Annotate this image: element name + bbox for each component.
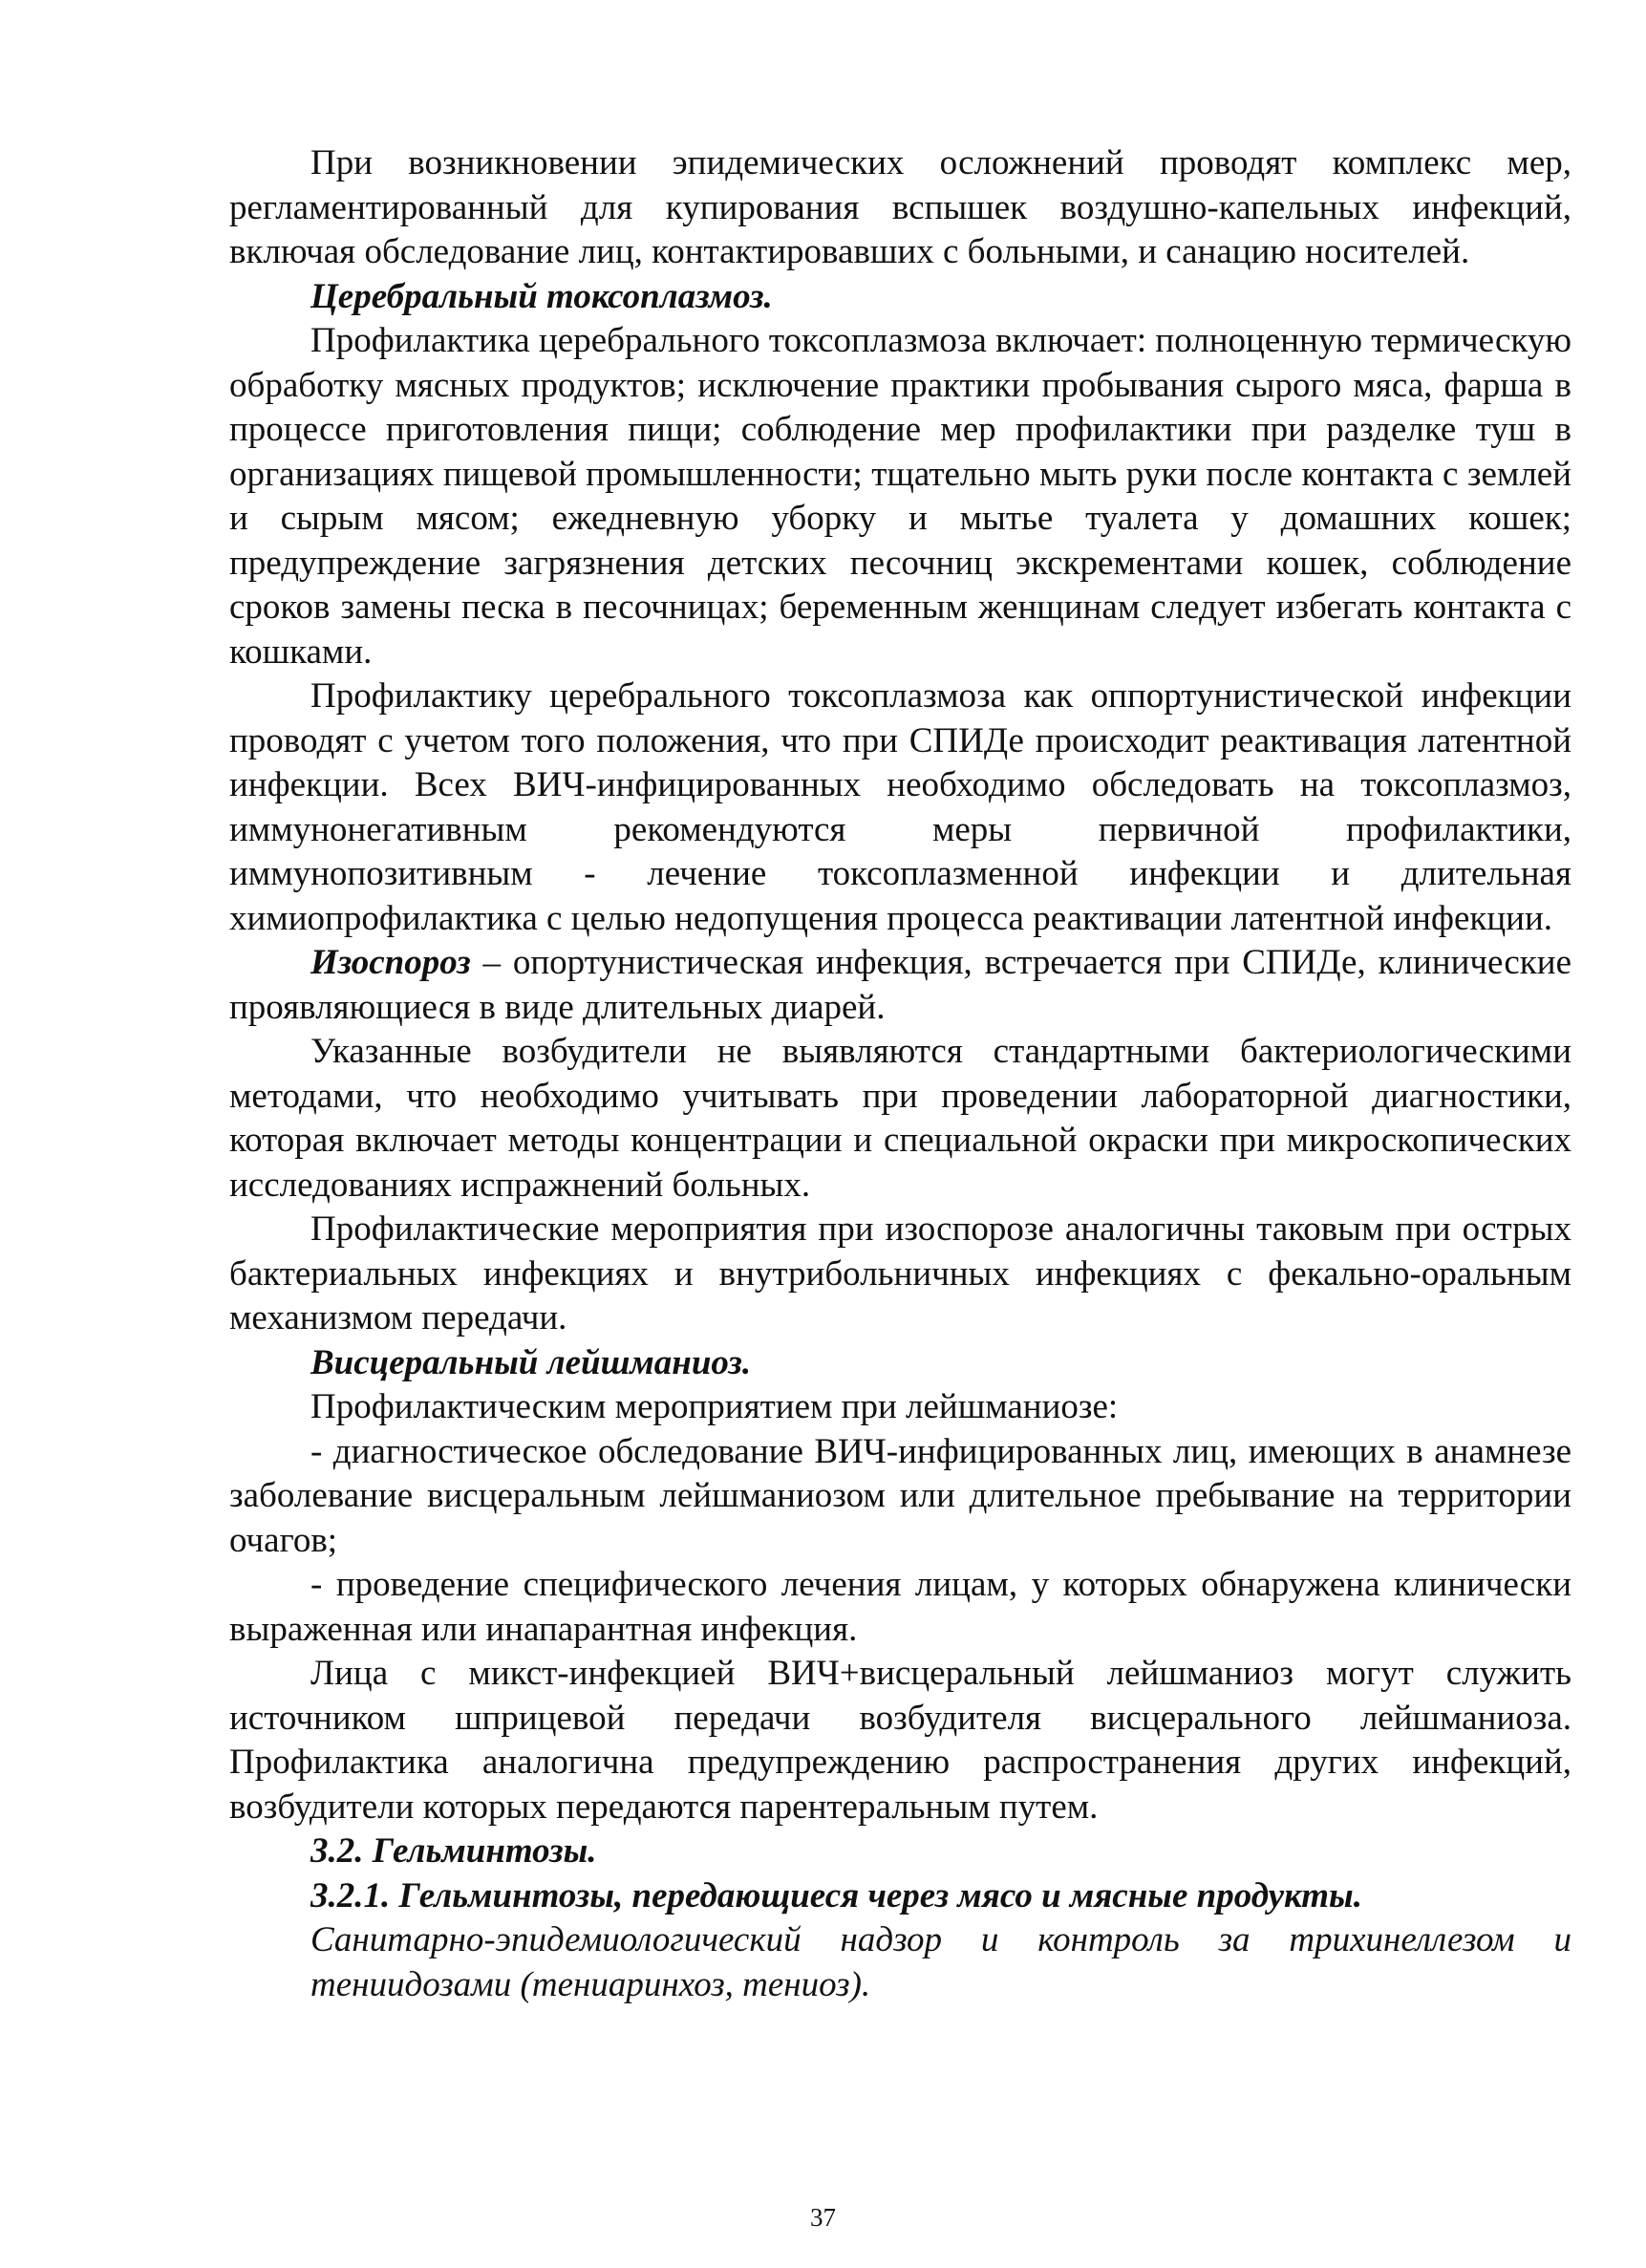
heading-cerebral-toxoplasmosis: Церебральный токсоплазмоз. bbox=[310, 276, 773, 316]
heading-visceral-leishmaniasis: Висцеральный лейшманиоз. bbox=[310, 1342, 752, 1382]
heading-helminthiases: 3.2. Гельминтозы. bbox=[310, 1831, 597, 1871]
paragraph-isosporosis bbox=[229, 941, 1571, 1030]
paragraph-epidemic-complications: При возникновении эпидемических осложнений проводят комплекс мер, регламентированный для купирования вспышек воздушно-капельных инфекций, включая обследование лиц, контактировавших с больными, и санацию носителей. bbox=[229, 143, 1571, 271]
list-item-specific-treatment: - проведение специфического лечения лицам, у которых обнаружена клинически выраженная или инапарантная инфекция. bbox=[229, 1565, 1571, 1649]
paragraph-leishmaniasis-measures: Профилактическим мероприятием при лейшманиозе: bbox=[310, 1387, 1119, 1426]
heading-meat-helminthiases: 3.2.1. Гельминтозы, передающиеся через мясо и мясные продукты. bbox=[310, 1875, 1362, 1915]
list-item-diagnostic-exam: - диагностическое обследование ВИЧ-инфицированных лиц, имеющих в анамнезе заболевание висцеральным лейшманиозом или длительное пребывание на территории очагов; bbox=[229, 1431, 1571, 1560]
paragraph-mixed-infection: Лица с микст-инфекцией ВИЧ+висцеральный лейшманиоз могут служить источником шприцевой передачи возбудителя висцерального лейшманиоза. Профилактика аналогична предупреждению распространения других инфекций, возбудители которых передаются парентеральным путем. bbox=[229, 1654, 1571, 1827]
isosporosis-definition: – опортунистическая инфекция, встречается при СПИДе, клинические проявляющиеся в виде длительных диарей. bbox=[229, 943, 1571, 1027]
paragraph-opportunistic-prevention: Профилактику церебрального токсоплазмоза как оппортунистической инфекции проводят с учетом того положения, что при СПИДе происходит реактивация латентной инфекции. Всех ВИЧ-инфицированных необходимо обследовать на токсоплазмоз, иммунонегативным рекомендуются меры первичной профилактики, иммунопозитивным - лечение токсоплазменной инфекции и длительная химиопрофилактика с целью недопущения процесса реактивации латентной инфекции. bbox=[229, 676, 1571, 938]
subheading-surveillance: Санитарно-эпидемиологический надзор и контроль за трихинеллезом и тениидозами (тениаринхоз, тениоз). bbox=[310, 1920, 1571, 2004]
paragraph-isosporosis-prevention: Профилактические мероприятия при изоспорозе аналогичны таковым при острых бактериальных инфекциях и внутрибольничных инфекциях с фекально-оральным механизмом передачи. bbox=[229, 1209, 1571, 1337]
page-number: 37 bbox=[810, 2203, 836, 2232]
paragraph-toxoplasmosis-prevention: Профилактика церебрального токсоплазмоза включает: полноценную термическую обработку мясных продуктов; исключение практики пробывания сырого мяса, фарша в процессе приготовления пищи; соблюдение мер профилактики при разделке туш в организациях пищевой промышленности; тщательно мыть руки после контакта с землей и сырым мясом; ежедневную уборку и мытье туалета у домашних кошек; предупреждение загрязнения детских песочниц экскрементами кошек, соблюдение сроков замены песка в песочницах; беременным женщинам следует избегать контакта с кошками. bbox=[229, 321, 1571, 672]
document-page bbox=[229, 141, 1571, 2007]
paragraph-pathogen-detection: Указанные возбудители не выявляются стандартными бактериологическими методами, что необходимо учитывать при проведении лабораторной диагностики, которая включает методы концентрации и специальной окраски при микроскопических исследованиях испражнений больных. bbox=[229, 1032, 1571, 1205]
term-isosporosis: Изоспороз bbox=[310, 943, 471, 982]
